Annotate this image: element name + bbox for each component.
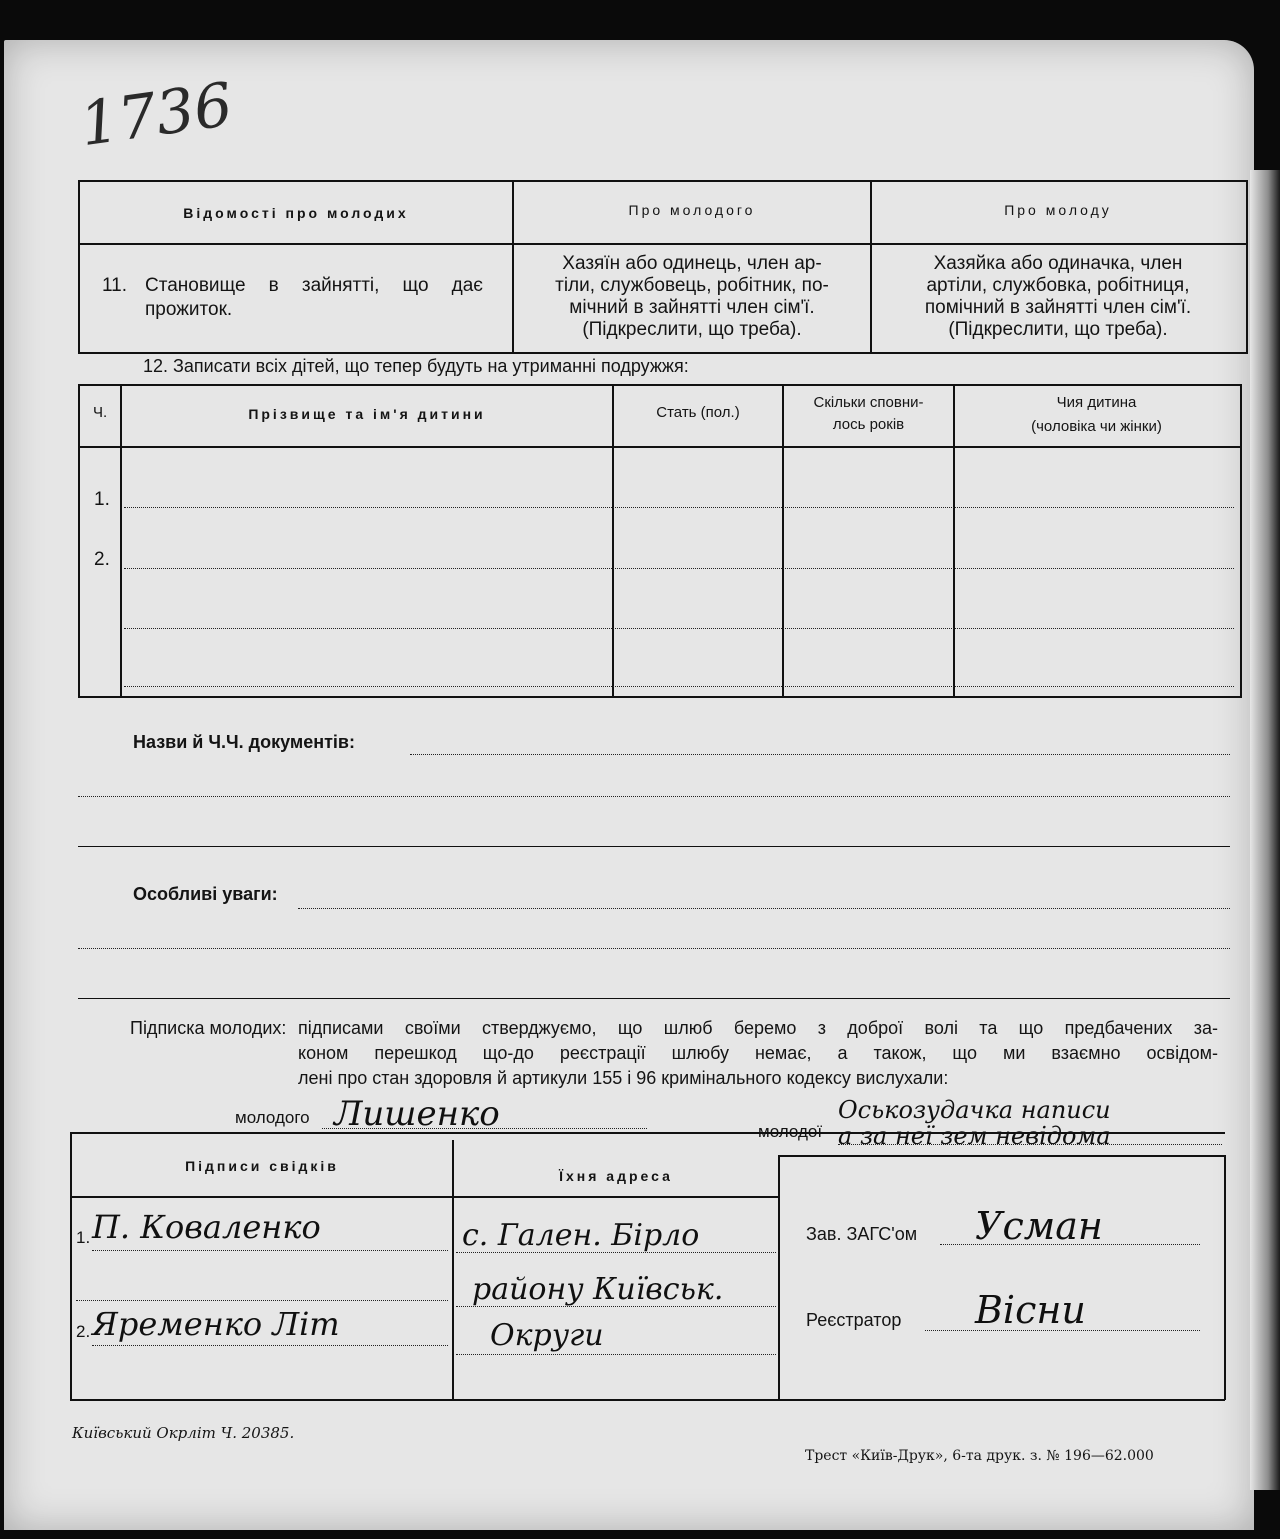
col-age-2: лось років bbox=[832, 416, 905, 433]
header-groom: Про молодого bbox=[628, 202, 756, 218]
groom-line-2: тіли, службовець, робітник, по- bbox=[555, 275, 829, 296]
address-line-3: Округи bbox=[490, 1318, 604, 1353]
groom-signature-label: молодого bbox=[235, 1108, 310, 1127]
col-child-name: Прізвище та ім'я дитини bbox=[248, 406, 486, 422]
groom-line-3: мічний в зайнятті член сім'ї. bbox=[569, 297, 815, 318]
col-sex: Стать (пол.) bbox=[656, 404, 740, 421]
documents-label: Назви й Ч.Ч. документів: bbox=[133, 732, 355, 752]
row11-label-1: Становище в зайнятті, що дає bbox=[145, 275, 483, 296]
witness-2-signature: Яременко Літ bbox=[92, 1305, 340, 1343]
remarks-label: Особливі уваги: bbox=[133, 884, 278, 904]
footer-right: Трест «Київ-Друк», 6-та друк. з. № 196—62.000 bbox=[805, 1448, 1154, 1464]
address-line-2: району Київськ. bbox=[472, 1272, 724, 1307]
zags-label: Зав. ЗАГС'ом bbox=[806, 1224, 918, 1244]
oath-line-1: підписами своїми стверджуємо, що шлюб беремо з доброї волі та що предбачених за- bbox=[298, 1018, 1218, 1038]
col-age-1: Скільки сповни- bbox=[813, 394, 924, 411]
witness-signatures-header: Підписи свідків bbox=[185, 1158, 339, 1174]
groom-signature: Лишенко bbox=[334, 1094, 500, 1134]
registrar-label: Реєстратор bbox=[806, 1310, 902, 1330]
col-number: Ч. bbox=[93, 404, 108, 421]
col-whose-1: Чия дитина bbox=[1056, 394, 1137, 411]
oath-line-2: коном перешкод що-до реєстрації шлюбу немає, а також, що ми взаємно освідом- bbox=[298, 1043, 1218, 1063]
groom-line-4: (Підкреслити, що треба). bbox=[582, 319, 802, 340]
row11-label-2: прожиток. bbox=[145, 299, 233, 320]
page-edge bbox=[1250, 170, 1280, 1490]
address-line-1: с. Гален. Бірло bbox=[462, 1218, 700, 1253]
bride-signature-label: молодої bbox=[758, 1122, 823, 1141]
row11-number: 11. bbox=[102, 275, 128, 296]
bride-line-2: артіли, службовка, робітниця, bbox=[926, 275, 1190, 296]
footer-left: Київський Окрліт Ч. 20385. bbox=[72, 1424, 295, 1442]
bride-line-4: (Підкреслити, що треба). bbox=[948, 319, 1168, 340]
registrar-signature: Вісни bbox=[975, 1288, 1086, 1332]
col-whose-2: (чоловіка чи жінки) bbox=[1031, 418, 1162, 435]
groom-line-1: Хазяїн або одинець, член ар- bbox=[562, 253, 822, 274]
documents-line-1 bbox=[410, 754, 1230, 755]
witness-address-header: Їхня адреса bbox=[559, 1168, 673, 1184]
children-title: 12. Записати всіх дітей, що тепер будуть на утриманні подружжя: bbox=[143, 356, 689, 376]
witness-1-number: 1. bbox=[76, 1228, 91, 1247]
oath-label: Підписка молодих: bbox=[130, 1018, 287, 1038]
oath-line-3: лені про стан здоровля й артикули 155 і 96 кримінального кодексу вислухали: bbox=[298, 1068, 949, 1088]
bride-note-1: Оськозудачка написи bbox=[838, 1096, 1111, 1124]
header-info: Відомості про молодих bbox=[183, 205, 409, 221]
zags-signature: Усман bbox=[975, 1204, 1103, 1248]
bride-note-2: а за неї зем невідома bbox=[838, 1122, 1111, 1150]
documents-line-2 bbox=[78, 796, 1230, 797]
remarks-line-2 bbox=[78, 948, 1230, 949]
header-bride: Про молоду bbox=[1004, 202, 1112, 218]
remarks-line-1 bbox=[298, 908, 1230, 909]
sheet-number: 1736 bbox=[75, 69, 237, 161]
bride-line-1: Хазяйка або одиначка, член bbox=[933, 253, 1183, 274]
bride-line-3: помічний в зайнятті член сім'ї. bbox=[924, 297, 1192, 318]
witness-2-number: 2. bbox=[76, 1322, 91, 1341]
witness-1-signature: П. Коваленко bbox=[92, 1208, 321, 1246]
child-row-1-number: 1. bbox=[94, 489, 110, 510]
child-row-2-number: 2. bbox=[94, 549, 110, 570]
